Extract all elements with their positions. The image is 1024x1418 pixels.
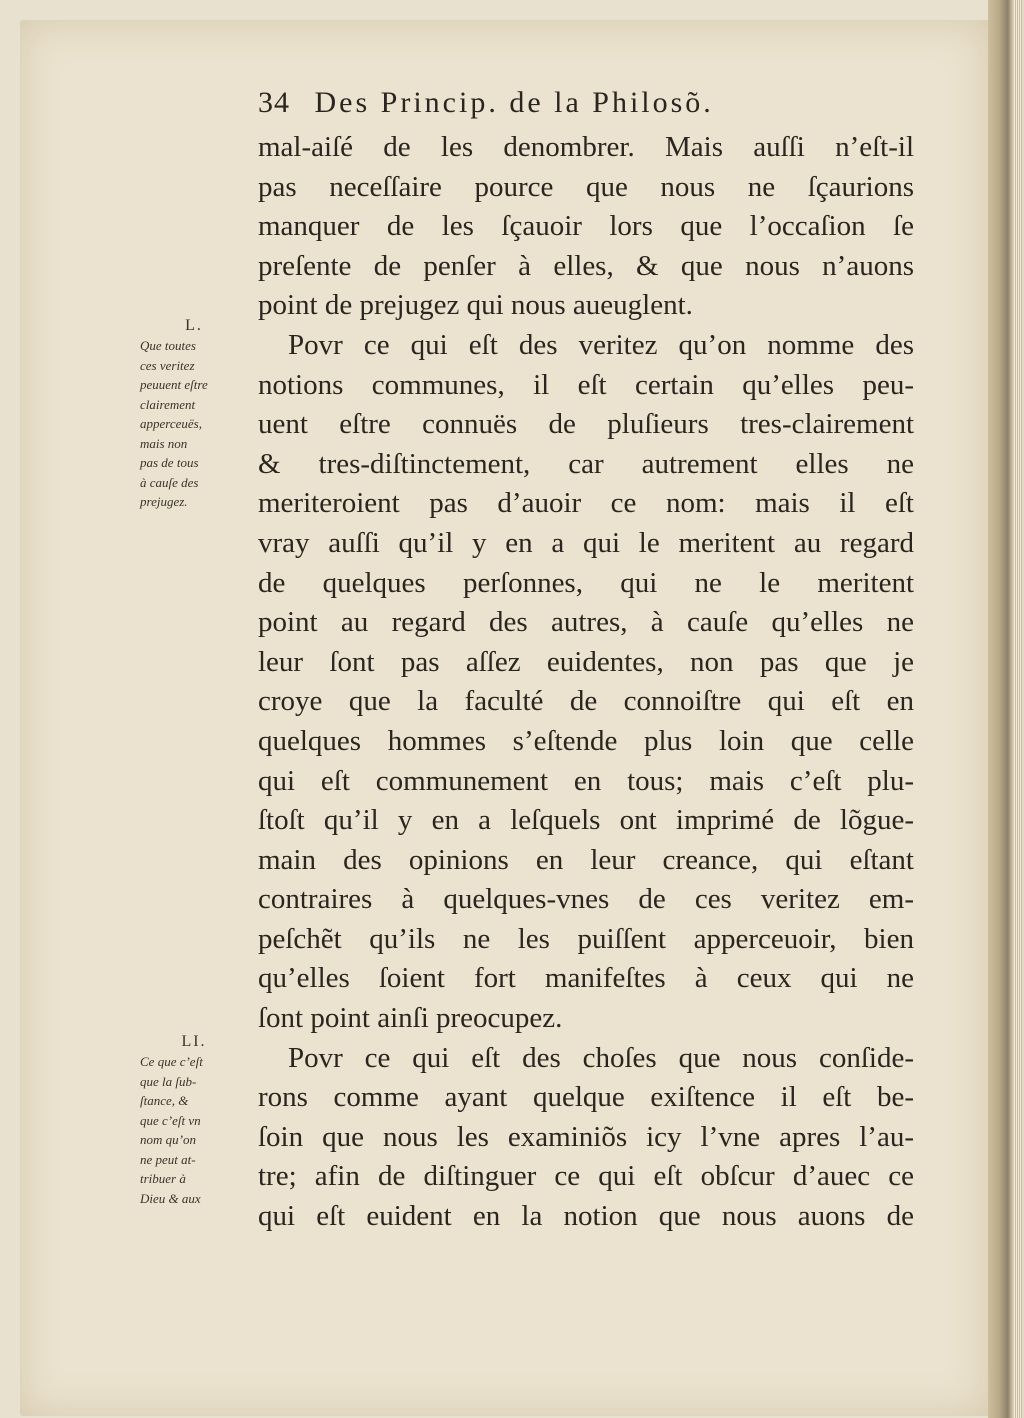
text-line: qu’elles ſoient fort manifeſtes à ceux qui ne	[258, 962, 914, 995]
article-numeral: LI.	[181, 1033, 207, 1050]
margin-note-line: Que toutes	[140, 338, 196, 353]
text-line: notions communes, il eſt certain qu’elles peu-	[258, 368, 914, 401]
page-number: 34	[258, 86, 290, 119]
margin-note-line: prejugez.	[140, 494, 188, 509]
text-line: mal-aiſé de les denombrer. Mais auſſi n’eſt-il	[258, 131, 914, 163]
margin-note-51	[140, 1032, 248, 1208]
text-line: de quelques perſonnes, qui ne le meritent	[258, 566, 914, 599]
text-line: qui eſt communement en tous; mais c’eſt plu-	[258, 764, 914, 797]
paragraph-start-line: Povr ce qui eſt des veritez qu’on nomme des	[288, 328, 914, 361]
margin-note-line: clairement	[140, 396, 196, 412]
text-line: ſoin que nous les examiniõs icy l’vne apres l’au-	[258, 1120, 914, 1153]
margin-note-line: mais non	[140, 435, 188, 451]
margin-note-line: Ce que c’eſt	[140, 1054, 203, 1069]
text-line: ſont point ainſi preocupez.	[258, 1002, 563, 1035]
margin-note-line: que c’eſt vn	[140, 1112, 201, 1128]
margin-note-line: peuuent eſtre	[140, 377, 208, 392]
text-line: main des opinions en leur creance, qui eſtant	[258, 843, 914, 876]
text-line: vray auſſi qu’il y en a qui le meritent au regard	[258, 526, 914, 559]
margin-note-line: pas de tous	[140, 455, 199, 470]
margin-note-line: ces veritez	[140, 357, 195, 373]
margin-note-line: ſtance, &	[140, 1093, 189, 1108]
margin-note-line: que la ſub-	[140, 1073, 197, 1089]
margin-note-line: Dieu & aux	[140, 1190, 201, 1206]
text-line: uent eſtre connuës de pluſieurs tres-clairement	[258, 408, 914, 441]
body-text	[258, 128, 914, 1237]
text-line: croye que la faculté de connoiſtre qui eſt en	[258, 685, 914, 718]
text-line: qui eſt euident en la notion que nous auons de	[258, 1200, 914, 1233]
margin-note-line: apperceuës,	[140, 416, 202, 431]
margin-note-line: à cauſe des	[140, 474, 199, 490]
text-line: point au regard des autres, à cauſe qu’elles ne	[258, 606, 914, 639]
text-line: preſente de penſer à elles, & que nous n’auons	[258, 249, 914, 282]
text-line: contraires à quelques-vnes de ces veritez em-	[258, 883, 914, 916]
text-line: ſtoſt qu’il y en a leſquels ont imprimé de lõgue-	[258, 804, 914, 837]
text-line: meriteroient pas d’auoir ce nom: mais il eſt	[258, 487, 914, 520]
text-line: point de prejugez qui nous aueuglent.	[258, 289, 693, 322]
margin-note-50	[140, 316, 248, 512]
text-line: leur ſont pas aſſez euidentes, non pas que je	[258, 645, 914, 678]
text-line: & tres-diſtinctement, car autrement elles ne	[258, 447, 914, 480]
text-line: rons comme ayant quelque exiſtence il eſt be-	[258, 1081, 914, 1114]
margin-note-line: tribuer à	[140, 1171, 186, 1186]
text-line: tre; afin de diſtinguer ce qui eſt obſcur d’auec ce	[258, 1160, 914, 1193]
text-line: peſchẽt qu’ils ne les puiſſent apperceuoir, bien	[258, 922, 914, 955]
text-line: pas neceſſaire pource que nous ne ſçaurions	[258, 170, 914, 203]
page-header	[258, 86, 898, 120]
page-stack-edge	[1014, 0, 1022, 1418]
text-line: manquer de les ſçauoir lors que l’occaſion ſe	[258, 210, 914, 243]
margin-note-line: ne peut at-	[140, 1151, 196, 1167]
margin-note-line: nom qu’on	[140, 1132, 196, 1147]
paragraph-start-line: Povr ce qui eſt des choſes que nous conſide-	[288, 1041, 914, 1074]
text-line: quelques hommes s’eſtende plus loin que celle	[258, 724, 914, 757]
article-numeral: L.	[185, 317, 203, 334]
running-title: Des Princip. de la Philosõ.	[314, 86, 714, 119]
